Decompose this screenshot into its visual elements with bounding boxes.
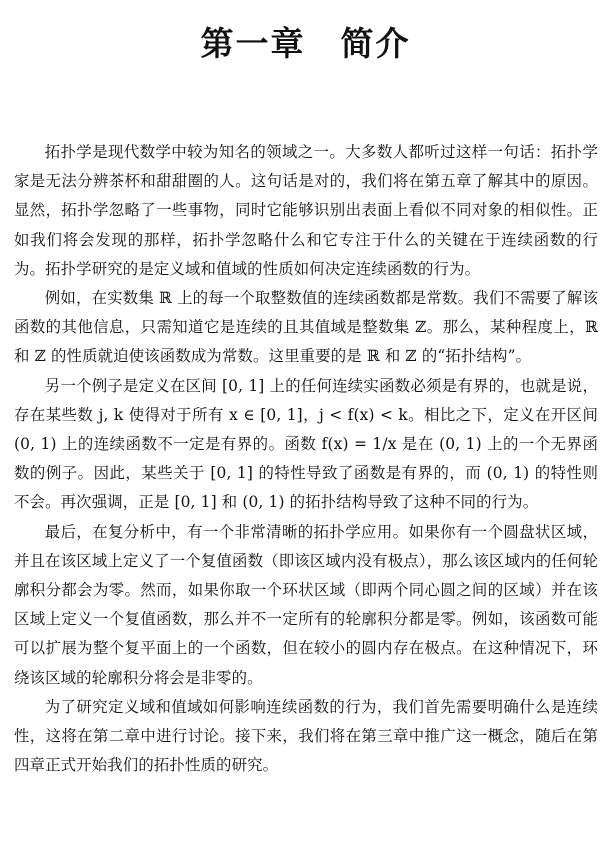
paragraph-bounded-function-example: 另一个例子是定义在区间 [0, 1] 上的任何连续实函数必须是有界的，也就是说，存在某些数 j, k 使得对于所有 x ∈ [0, 1]，j < f(x) < k。相比之下，定义在开区间 (0, 1) 上的连续函数不一定是有界的。函数 f(x) = 1/x 是在 (0, 1) 上的一个无界函数的例子。因此，某些关于 [0, 1] 的特性导致了函数是有界的，而 (0, 1) 的特性则不会。再次强调，正是 [0, 1] 和 (0, 1) 的拓扑结构导致了这种不同的行为。 xyxy=(14,376,598,512)
chapter-body xyxy=(14,138,598,780)
paragraph-complex-analysis-example: 最后，在复分析中，有一个非常清晰的拓扑学应用。如果你有一个圆盘状区域，并且在该区域上定义了一个复值函数（即该区域内没有极点），那么该区域内的任何轮廓积分都会为零。然而，如果你取一个环状区域（即两个同心圆之间的区域）并在该区域上定义一个复值函数，那么并不一定所有的轮廓积分都是零。例如，该函数可能可以扩展为整个复平面上的一个函数，但在较小的圆内存在极点。在这种情况下，环绕该区域的轮廓积分将会是非零的。 xyxy=(14,522,598,687)
paragraph-intro: 拓扑学是现代数学中较为知名的领域之一。大多数人都听过这样一句话：拓扑学家是无法分辨茶杯和甜甜圈的人。这句话是对的，我们将在第五章了解其中的原因。显然，拓扑学忽略了一些事物，同时它能够识别出表面上看似不同对象的相似性。正如我们将会发现的那样，拓扑学忽略什么和它专注于什么的关键在于连续函数的行为。拓扑学研究的是定义域和值域的性质如何决定连续函数的行为。 xyxy=(14,143,598,278)
chapter-title: 第一章 简介 xyxy=(200,24,411,63)
paragraph-integer-valued-example: 例如，在实数集 ℝ 上的每一个取整数值的连续函数都是常数。我们不需要了解该函数的其他信息，只需知道它是连续的且其值域是整数集 ℤ。那么，某种程度上，ℝ 和 ℤ 的性质就迫使该函数成为常数。这里重要的是 ℝ 和 ℤ 的“拓扑结构”。 xyxy=(14,289,598,366)
paragraph-chapter-outline: 为了研究定义域和值域如何影响连续函数的行为，我们首先需要明确什么是连续性，这将在第二章中进行讨论。接下来，我们将在第三章中推广这一概念，随后在第四章正式开始我们的拓扑性质的研究。 xyxy=(14,697,598,775)
